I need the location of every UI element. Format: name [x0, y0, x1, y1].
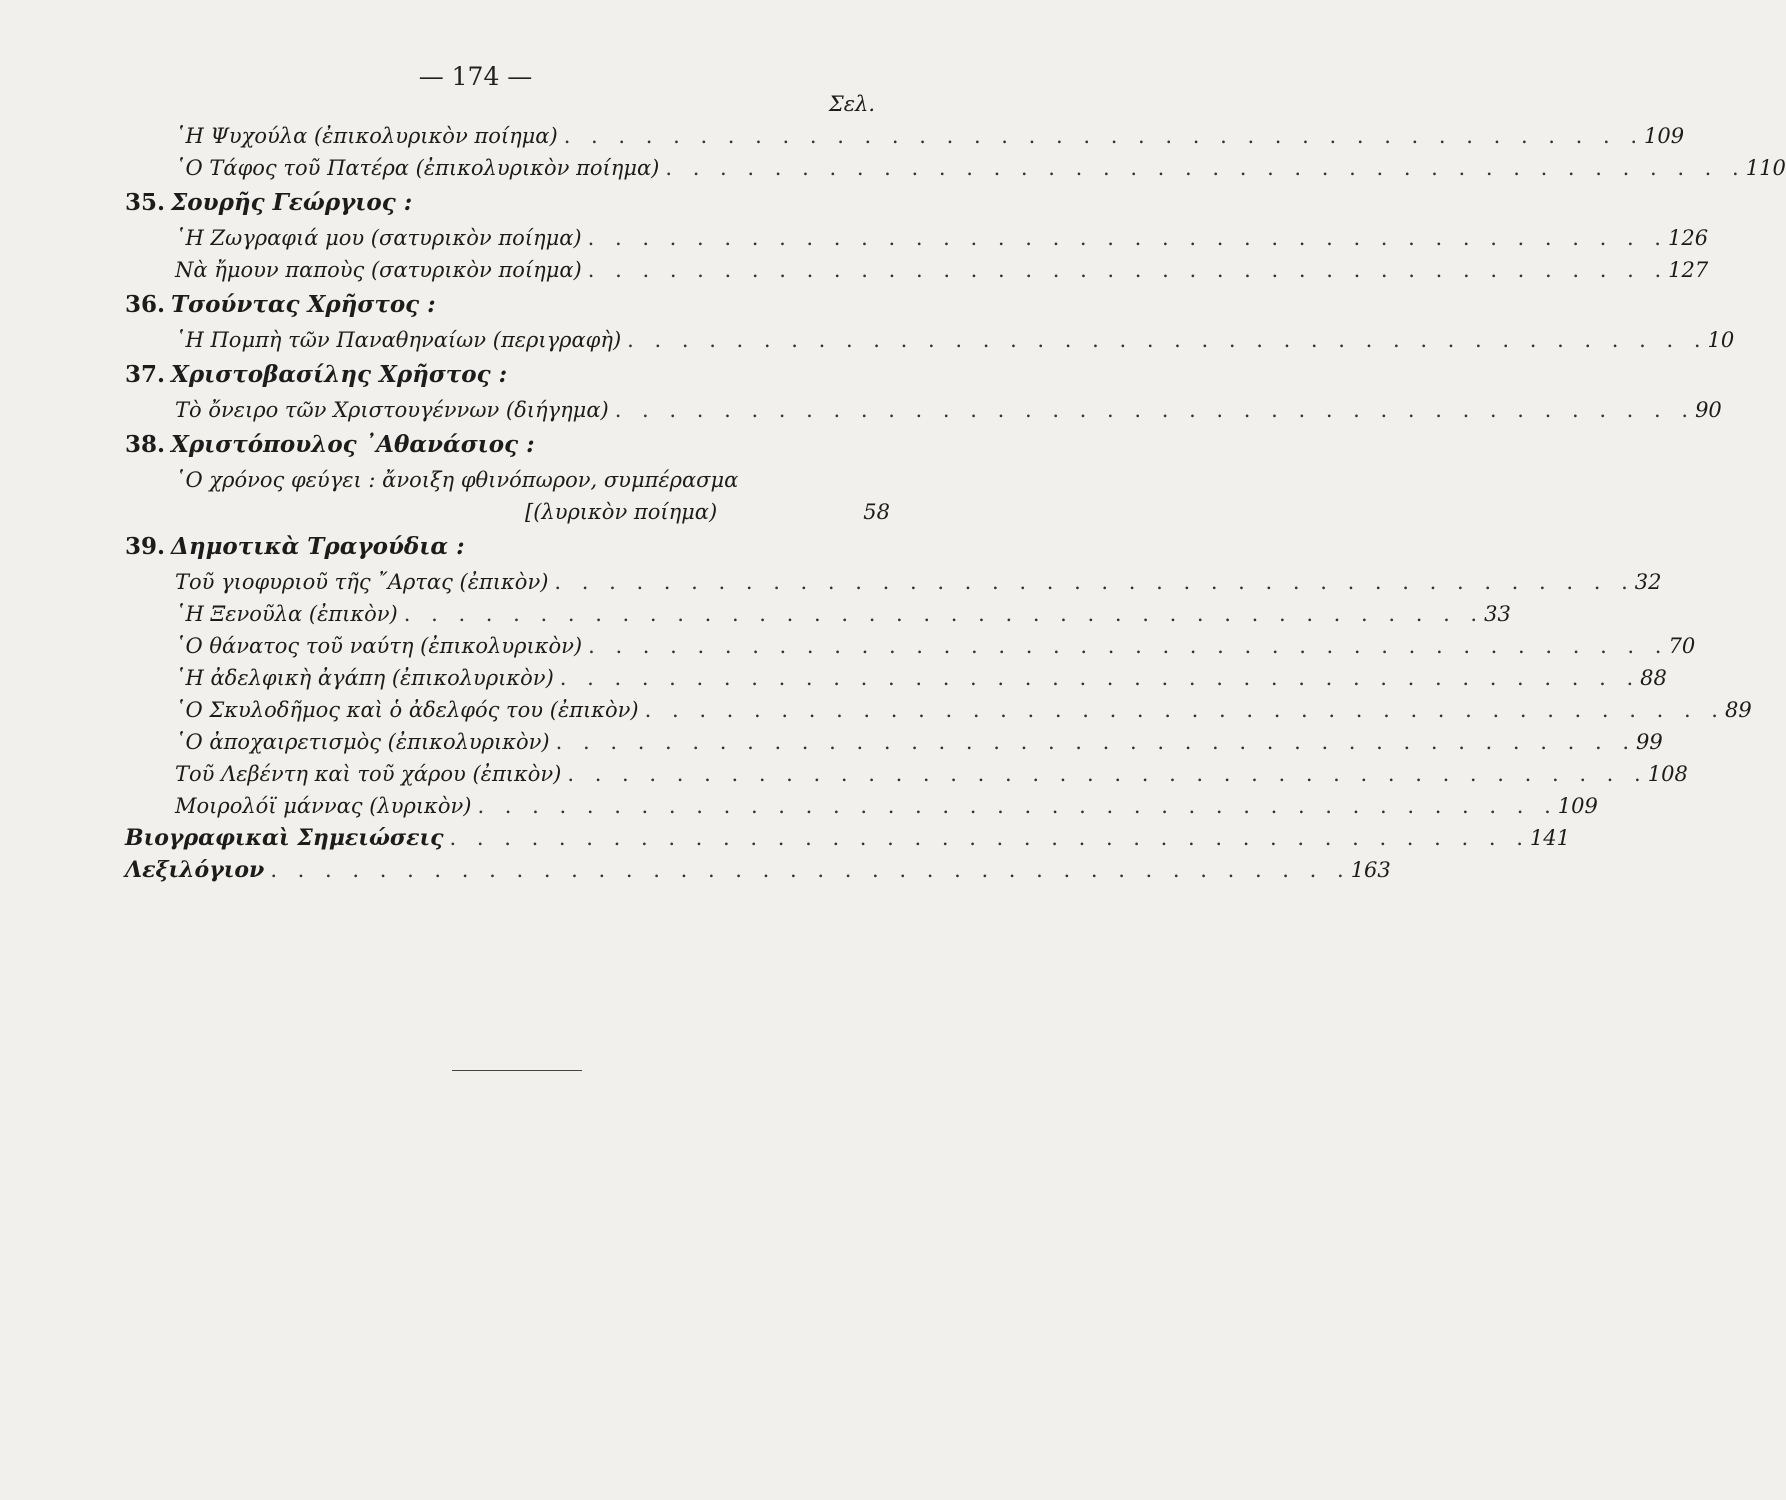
toc-page-number: 70 — [1668, 634, 1696, 658]
dot-leader: . . . . . . . . . . . . . . . . . . . . . . . . . . . . . . . . . . . . . . . . — [403, 602, 1485, 626]
toc-back-matter-entry — [125, 822, 1570, 854]
toc-page-number: 126 — [1667, 226, 1709, 250]
section-number: 39. — [125, 533, 166, 560]
section-number: 35. — [125, 189, 166, 216]
section-author: Χριστόπουλος ᾿Αθανάσιος : — [171, 431, 535, 458]
section-author: Τσούντας Χρῆστος : — [171, 291, 436, 318]
toc-entry — [125, 758, 1688, 790]
dot-leader: . . . . . . . . . . . . . . . . . . . . . . . . . . . . . . . . . . . . . . . . — [587, 226, 1668, 250]
toc-page-number: 163 — [1350, 858, 1391, 882]
toc-entry — [125, 694, 1752, 726]
dot-leader: . . . . . . . . . . . . . . . . . . . . . . . . . . . . . . . . . . . . . . . . — [563, 124, 1645, 148]
toc-entry — [125, 394, 1722, 426]
toc-entry — [125, 790, 1598, 822]
toc-section-heading — [125, 184, 890, 222]
dot-leader: . . . . . . . . . . . . . . . . . . . . . . . . . . . . . . . . . . . . . . . . — [614, 398, 1696, 422]
toc-page-number: 110 — [1745, 156, 1786, 180]
toc-page-number: 10 — [1707, 328, 1735, 352]
section-number: 36. — [125, 291, 166, 318]
toc-entry — [125, 496, 890, 528]
toc-entry — [125, 152, 1786, 184]
dot-leader: . . . . . . . . . . . . . . . . . . . . . . . . . . . . . . . . . . . . . . . . — [587, 258, 1669, 282]
toc-entry-title: Βιογραφικαὶ Σημειώσεις — [125, 825, 444, 851]
toc-entry-title: ῾Ο Τάφος τοῦ Πατέρα (ἐπικολυρικὸν ποίημα) — [175, 156, 660, 180]
toc-entry — [125, 464, 890, 496]
toc-entry — [125, 566, 1662, 598]
toc-page-number: 32 — [1634, 570, 1662, 594]
dot-leader: . . . . . . . . . . . . . . . . . . . . . . . . . . . . . . . . . . . . . . . . — [644, 698, 1725, 722]
toc-entry-title: ῾Η Ψυχούλα (ἐπικολυρικὸν ποίημα) — [175, 124, 558, 148]
toc-page-number: 89 — [1724, 698, 1752, 722]
toc-section-heading — [125, 426, 890, 464]
toc-entry-title: ῾Ο Σκυλοδῆμος καὶ ὁ ἀδελφός του (ἐπικὸν) — [175, 698, 639, 722]
dot-leader: . . . . . . . . . . . . . . . . . . . . . . . . . . . . . . . . . . . . . . . . — [588, 634, 1669, 658]
table-of-contents — [125, 120, 1786, 886]
toc-entry-title: Τοῦ Λεβέντη καὶ τοῦ χάρου (ἐπικὸν) — [175, 762, 562, 786]
toc-page-number: 58 — [863, 500, 890, 524]
page-column-header: Σελ. — [828, 92, 875, 116]
dot-leader: . . . . . . . . . . . . . . . . . . . . . . . . . . . . . . . . . . . . . . . . — [477, 794, 1558, 818]
toc-entry-title: ῾Ο θάνατος τοῦ ναύτη (ἐπικολυρικὸν) — [175, 634, 583, 658]
toc-page-number: 108 — [1647, 762, 1688, 786]
toc-entry-title: ῾Ο ἀποχαιρετισμὸς (ἐπικολυρικὸν) — [175, 730, 550, 754]
toc-page-number: 141 — [1529, 826, 1570, 850]
toc-entry — [125, 598, 1511, 630]
dot-leader: . . . . . . . . . . . . . . . . . . . . . . . . . . . . . . . . . . . . . . . . — [449, 826, 1530, 850]
toc-page-number: 90 — [1695, 398, 1722, 422]
toc-entry-title: Τοῦ γιοφυριοῦ τῆς ῎Αρτας (ἐπικὸν) — [175, 570, 549, 594]
toc-page-number: 127 — [1668, 258, 1709, 282]
dot-leader: . . . . . . . . . . . . . . . . . . . . . . . . . . . . . . . . . . . . . . . . — [627, 328, 1708, 352]
toc-entry-title: [(λυρικὸν ποίημα) — [525, 500, 718, 524]
toc-entry — [125, 662, 1667, 694]
toc-entry — [125, 726, 1663, 758]
toc-entry-title: ῾Ο χρόνος φεύγει : ἄνοιξη φθινόπωρον, συμπέρασμα — [175, 468, 739, 492]
toc-entry-title: Μοιρολόϊ μάννας (λυρικὸν) — [175, 794, 472, 818]
toc-entry — [125, 120, 1685, 152]
toc-entry-title: ῾Η Πομπὴ τῶν Παναθηναίων (περιγραφὴ) — [175, 328, 622, 352]
toc-section-heading — [125, 286, 890, 324]
section-number: 38. — [125, 431, 166, 458]
section-author: Σουρῆς Γεώργιος : — [171, 189, 413, 216]
toc-section-heading — [125, 528, 890, 566]
toc-entry — [125, 630, 1696, 662]
toc-page-number: 99 — [1636, 730, 1663, 754]
toc-page-number: 109 — [1557, 794, 1598, 818]
dot-leader: . . . . . . . . . . . . . . . . . . . . . . . . . . . . . . . . . . . . . . . . — [559, 666, 1641, 690]
toc-entry-title: Νὰ ἤμουν παποὺς (σατυρικὸν ποίημα) — [175, 258, 582, 282]
toc-entry-title: ῾Η ἀδελφικὴ ἀγάπη (ἐπικολυρικὸν) — [175, 666, 554, 690]
toc-section-heading — [125, 356, 890, 394]
toc-page-number: 33 — [1484, 602, 1511, 626]
dot-leader: . . . . . . . . . . . . . . . . . . . . . . . . . . . . . . . . . . . . . . . . — [567, 762, 1648, 786]
section-author: Χριστοβασίλης Χρῆστος : — [171, 361, 508, 388]
toc-page-number: 88 — [1640, 666, 1667, 690]
dot-leader: . . . . . . . . . . . . . . . . . . . . . . . . . . . . . . . . . . . . . . . . — [554, 570, 1635, 594]
toc-entry — [125, 222, 1709, 254]
toc-entry — [125, 324, 1735, 356]
toc-entry-title: Τὸ ὄνειρο τῶν Χριστουγέννων (διήγημα) — [175, 398, 609, 422]
toc-entry-title: ῾Η Ζωγραφιά μου (σατυρικὸν ποίημα) — [175, 226, 582, 250]
toc-entry-title: ῾Η Ξενοῦλα (ἐπικὸν) — [175, 602, 398, 626]
dot-leader: . . . . . . . . . . . . . . . . . . . . . . . . . . . . . . . . . . . . . . . . — [665, 156, 1746, 180]
page-number: — 174 — — [418, 62, 533, 91]
toc-page-number: 109 — [1644, 124, 1685, 148]
toc-entry — [125, 254, 1709, 286]
dot-leader: . . . . . . . . . . . . . . . . . . . . . . . . . . . . . . . . . . . . . . . . — [270, 858, 1351, 882]
section-author: Δημοτικὰ Τραγούδια : — [171, 533, 465, 560]
toc-entry-title: Λεξιλόγιον — [125, 857, 265, 883]
section-number: 37. — [125, 361, 166, 388]
dot-leader: . . . . . . . . . . . . . . . . . . . . . . . . . . . . . . . . . . . . . . . . — [555, 730, 1636, 754]
divider-rule — [452, 1070, 582, 1071]
toc-back-matter-entry — [125, 854, 1391, 886]
